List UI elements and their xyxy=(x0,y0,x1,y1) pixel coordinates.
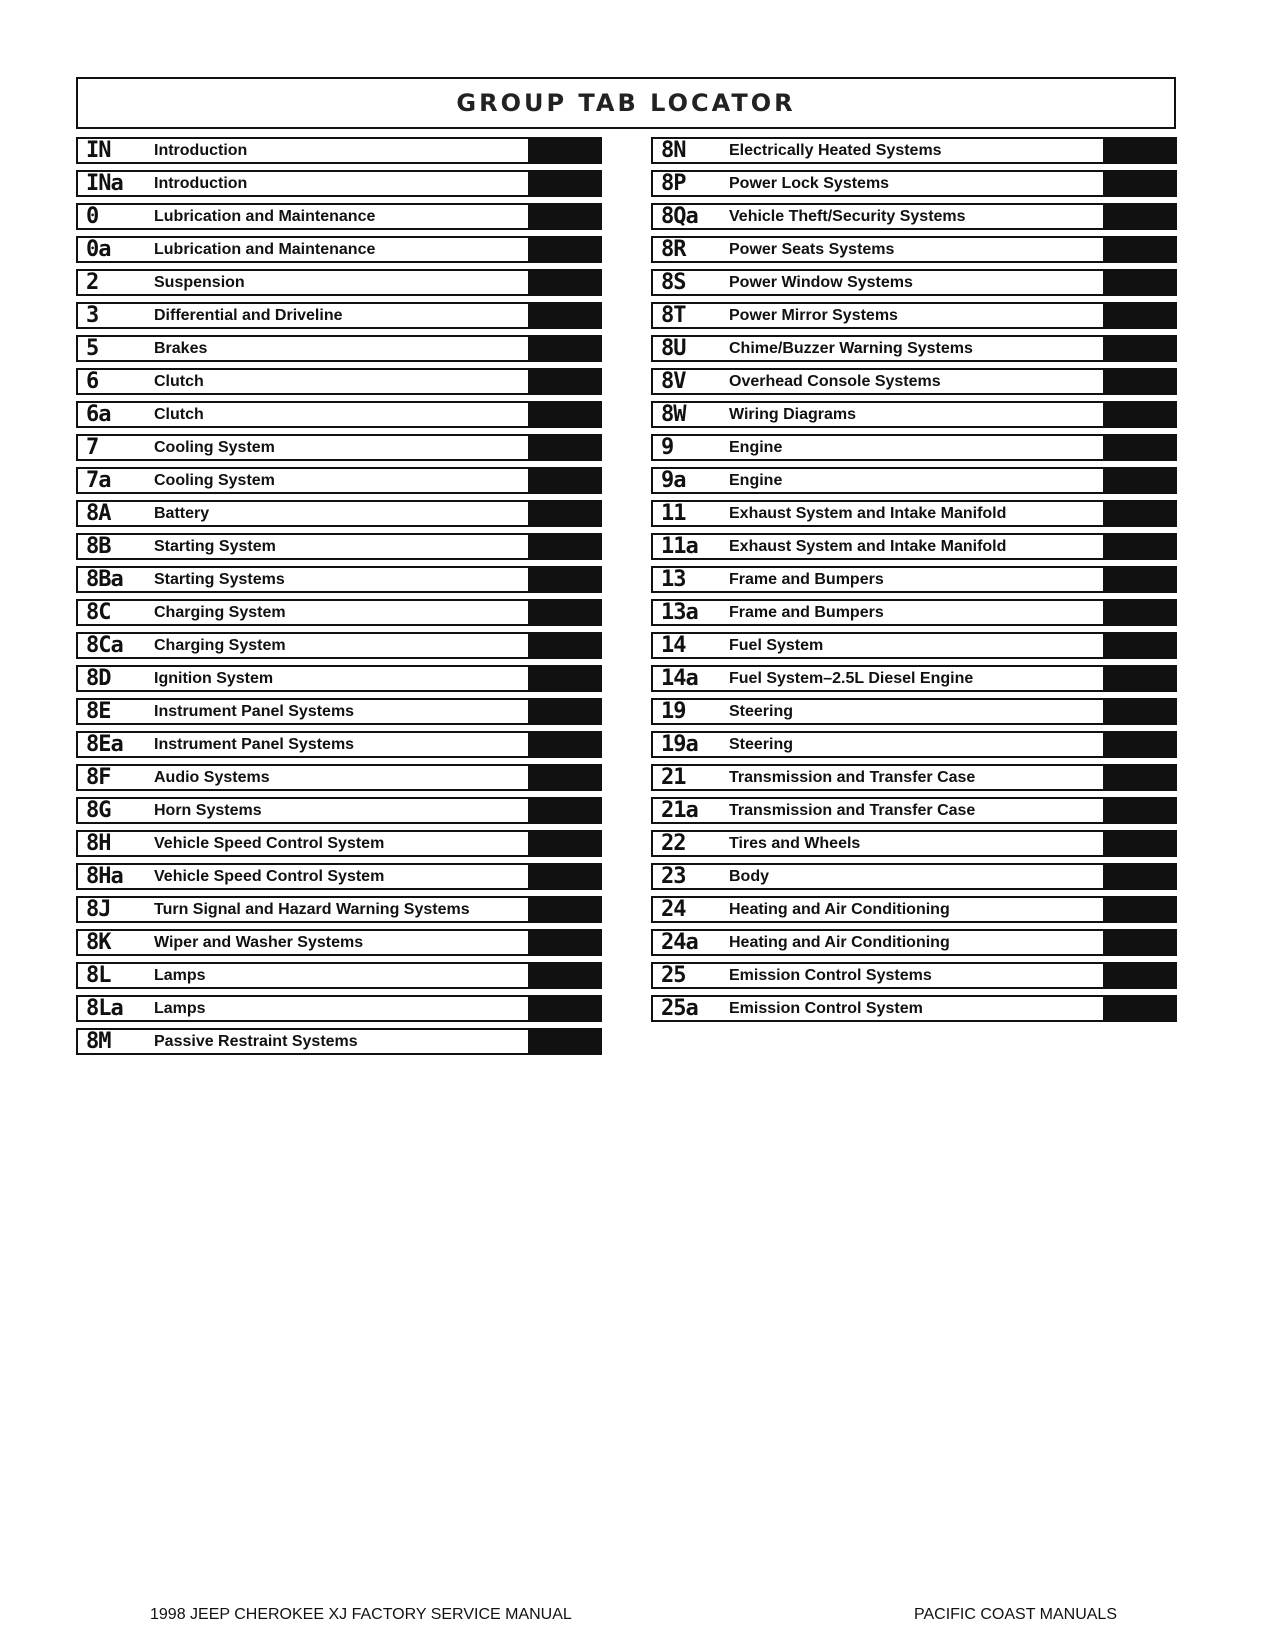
group-code: 2 xyxy=(86,270,99,295)
group-tab-row[interactable] xyxy=(651,995,1177,1022)
group-code: 11 xyxy=(661,501,686,526)
group-tab-row[interactable] xyxy=(76,929,602,956)
group-label: Cooling System xyxy=(154,438,275,456)
group-tab-row[interactable] xyxy=(651,170,1177,197)
black-tab-marker[interactable] xyxy=(1103,566,1177,593)
group-label: Charging System xyxy=(154,603,286,621)
black-tab-marker[interactable] xyxy=(528,566,602,593)
footer-left-text: 1998 JEEP CHEROKEE XJ FACTORY SERVICE MANUAL xyxy=(150,1606,572,1623)
group-label: Engine xyxy=(729,471,783,489)
group-tab-row[interactable] xyxy=(76,896,602,923)
group-tab-row[interactable] xyxy=(76,434,602,461)
black-tab-marker[interactable] xyxy=(528,995,602,1022)
group-tab-row[interactable] xyxy=(651,500,1177,527)
group-tab-row[interactable] xyxy=(76,401,602,428)
title-box xyxy=(76,77,1176,129)
group-tab-row[interactable] xyxy=(76,764,602,791)
group-label: Transmission and Transfer Case xyxy=(729,768,976,786)
black-tab-marker[interactable] xyxy=(528,797,602,824)
black-tab-marker[interactable] xyxy=(528,1028,602,1055)
black-tab-marker[interactable] xyxy=(1103,863,1177,890)
group-tab-row[interactable] xyxy=(651,566,1177,593)
group-code: 19a xyxy=(661,732,698,757)
group-code: 8W xyxy=(661,402,686,427)
black-tab-marker[interactable] xyxy=(528,665,602,692)
group-tab-row[interactable] xyxy=(76,1028,602,1055)
group-code: 8G xyxy=(86,798,111,823)
group-code: 25a xyxy=(661,996,698,1021)
black-tab-marker[interactable] xyxy=(1103,434,1177,461)
black-tab-marker[interactable] xyxy=(528,599,602,626)
group-tab-row[interactable] xyxy=(651,269,1177,296)
group-code: 24 xyxy=(661,897,686,922)
group-tab-row[interactable] xyxy=(76,995,602,1022)
group-tab-row[interactable] xyxy=(76,566,602,593)
group-label: Fuel System xyxy=(729,636,824,654)
group-label: Exhaust System and Intake Manifold xyxy=(729,504,1007,522)
group-code: 14a xyxy=(661,666,698,691)
black-tab-marker[interactable] xyxy=(1103,665,1177,692)
black-tab-marker[interactable] xyxy=(528,302,602,329)
group-tab-row[interactable] xyxy=(651,830,1177,857)
group-label: Turn Signal and Hazard Warning Systems xyxy=(154,900,470,918)
black-tab-marker[interactable] xyxy=(528,863,602,890)
group-label: Horn Systems xyxy=(154,801,262,819)
group-tab-row[interactable] xyxy=(76,335,602,362)
group-code: 11a xyxy=(661,534,698,559)
group-label: Frame and Bumpers xyxy=(729,570,884,588)
group-label: Heating and Air Conditioning xyxy=(729,900,950,918)
group-label: Starting System xyxy=(154,537,276,555)
black-tab-marker[interactable] xyxy=(1103,500,1177,527)
group-label: Introduction xyxy=(154,141,248,159)
black-tab-marker[interactable] xyxy=(528,269,602,296)
black-tab-marker[interactable] xyxy=(1103,401,1177,428)
group-tab-row[interactable] xyxy=(651,533,1177,560)
group-tab-row[interactable] xyxy=(651,764,1177,791)
group-label: Electrically Heated Systems xyxy=(729,141,942,159)
group-label: Starting Systems xyxy=(154,570,285,588)
black-tab-marker[interactable] xyxy=(528,236,602,263)
group-label: Emission Control System xyxy=(729,999,923,1017)
group-code: 8B xyxy=(86,534,111,559)
black-tab-marker[interactable] xyxy=(1103,896,1177,923)
group-label: Body xyxy=(729,867,769,885)
group-code: 8P xyxy=(661,171,686,196)
group-code: 8Qa xyxy=(661,204,698,229)
group-tab-row[interactable] xyxy=(76,302,602,329)
group-tab-row[interactable] xyxy=(76,830,602,857)
black-tab-marker[interactable] xyxy=(1103,335,1177,362)
group-code: 13 xyxy=(661,567,686,592)
group-tab-row[interactable] xyxy=(651,797,1177,824)
group-code: 8Ba xyxy=(86,567,123,592)
group-code: 8Ea xyxy=(86,732,123,757)
group-tab-row[interactable] xyxy=(651,632,1177,659)
group-label: Brakes xyxy=(154,339,208,357)
group-label: Wiring Diagrams xyxy=(729,405,856,423)
black-tab-marker[interactable] xyxy=(1103,995,1177,1022)
group-tab-row[interactable] xyxy=(76,269,602,296)
group-label: Power Mirror Systems xyxy=(729,306,898,324)
group-label: Vehicle Speed Control System xyxy=(154,867,385,885)
group-label: Wiper and Washer Systems xyxy=(154,933,364,951)
group-code: 7 xyxy=(86,435,99,460)
group-tab-row[interactable] xyxy=(651,335,1177,362)
black-tab-marker[interactable] xyxy=(1103,302,1177,329)
black-tab-marker[interactable] xyxy=(528,962,602,989)
group-code: 0 xyxy=(86,204,99,229)
group-code: 8J xyxy=(86,897,111,922)
group-label: Lubrication and Maintenance xyxy=(154,207,376,225)
group-label: Lamps xyxy=(154,999,206,1017)
group-code: 8M xyxy=(86,1029,111,1054)
group-label: Steering xyxy=(729,702,794,720)
group-tab-row[interactable] xyxy=(651,203,1177,230)
group-code: 8La xyxy=(86,996,123,1021)
black-tab-marker[interactable] xyxy=(1103,929,1177,956)
group-label: Lubrication and Maintenance xyxy=(154,240,376,258)
group-tab-row[interactable] xyxy=(651,401,1177,428)
black-tab-marker[interactable] xyxy=(1103,698,1177,725)
group-code: 8V xyxy=(661,369,686,394)
group-tab-row[interactable] xyxy=(76,203,602,230)
group-code: 6 xyxy=(86,369,99,394)
group-label: Instrument Panel Systems xyxy=(154,735,355,753)
group-code: 13a xyxy=(661,600,698,625)
group-code: 5 xyxy=(86,336,99,361)
black-tab-marker[interactable] xyxy=(528,368,602,395)
black-tab-marker[interactable] xyxy=(1103,170,1177,197)
black-tab-marker[interactable] xyxy=(1103,533,1177,560)
group-tab-row[interactable] xyxy=(651,467,1177,494)
group-label: Battery xyxy=(154,504,210,522)
black-tab-marker[interactable] xyxy=(1103,467,1177,494)
group-label: Vehicle Speed Control System xyxy=(154,834,385,852)
black-tab-marker[interactable] xyxy=(1103,203,1177,230)
group-label: Charging System xyxy=(154,636,286,654)
group-tab-row[interactable] xyxy=(651,665,1177,692)
black-tab-marker[interactable] xyxy=(528,137,602,164)
group-tab-row[interactable] xyxy=(651,962,1177,989)
group-label: Audio Systems xyxy=(154,768,270,786)
group-code: 8T xyxy=(661,303,686,328)
group-tab-row[interactable] xyxy=(76,137,602,164)
group-label: Power Lock Systems xyxy=(729,174,890,192)
group-tab-row[interactable] xyxy=(76,665,602,692)
black-tab-marker[interactable] xyxy=(1103,632,1177,659)
group-label: Emission Control Systems xyxy=(729,966,932,984)
black-tab-marker[interactable] xyxy=(528,401,602,428)
group-code: 9a xyxy=(661,468,686,493)
group-tab-row[interactable] xyxy=(76,797,602,824)
group-label: Clutch xyxy=(154,405,204,423)
black-tab-marker[interactable] xyxy=(1103,731,1177,758)
black-tab-marker[interactable] xyxy=(528,632,602,659)
group-tab-row[interactable] xyxy=(76,533,602,560)
group-code: 0a xyxy=(86,237,111,262)
black-tab-marker[interactable] xyxy=(1103,797,1177,824)
group-code: 8D xyxy=(86,666,111,691)
black-tab-marker[interactable] xyxy=(528,731,602,758)
group-tab-row[interactable] xyxy=(651,698,1177,725)
group-code: IN xyxy=(86,138,111,163)
group-code: 22 xyxy=(661,831,686,856)
group-label: Power Window Systems xyxy=(729,273,913,291)
group-code: 8H xyxy=(86,831,111,856)
group-tab-row[interactable] xyxy=(76,500,602,527)
group-code: 8F xyxy=(86,765,111,790)
group-code: 8S xyxy=(661,270,686,295)
group-tab-row[interactable] xyxy=(651,137,1177,164)
group-tab-row[interactable] xyxy=(651,368,1177,395)
group-tab-row[interactable] xyxy=(651,434,1177,461)
group-label: Introduction xyxy=(154,174,248,192)
black-tab-marker[interactable] xyxy=(1103,962,1177,989)
black-tab-marker[interactable] xyxy=(528,335,602,362)
group-code: 8E xyxy=(86,699,111,724)
group-tab-row[interactable] xyxy=(651,863,1177,890)
group-label: Suspension xyxy=(154,273,245,291)
group-tab-row[interactable] xyxy=(651,302,1177,329)
group-tab-row[interactable] xyxy=(76,236,602,263)
group-tab-row[interactable] xyxy=(651,929,1177,956)
black-tab-marker[interactable] xyxy=(1103,599,1177,626)
group-code: 8Ha xyxy=(86,864,123,889)
group-label: Steering xyxy=(729,735,794,753)
group-label: Frame and Bumpers xyxy=(729,603,884,621)
group-label: Chime/Buzzer Warning Systems xyxy=(729,339,973,357)
group-tab-row[interactable] xyxy=(651,896,1177,923)
group-code: 21a xyxy=(661,798,698,823)
footer-right-text: PACIFIC COAST MANUALS xyxy=(914,1606,1117,1623)
group-label: Overhead Console Systems xyxy=(729,372,941,390)
group-label: Power Seats Systems xyxy=(729,240,895,258)
black-tab-marker[interactable] xyxy=(528,929,602,956)
black-tab-marker[interactable] xyxy=(1103,764,1177,791)
group-code: 24a xyxy=(661,930,698,955)
black-tab-marker[interactable] xyxy=(1103,236,1177,263)
group-tab-row[interactable] xyxy=(76,170,602,197)
black-tab-marker[interactable] xyxy=(528,830,602,857)
group-label: Differential and Driveline xyxy=(154,306,343,324)
group-tab-row[interactable] xyxy=(76,698,602,725)
black-tab-marker[interactable] xyxy=(1103,137,1177,164)
group-code: 23 xyxy=(661,864,686,889)
group-label: Exhaust System and Intake Manifold xyxy=(729,537,1007,555)
group-tab-row[interactable] xyxy=(651,236,1177,263)
group-label: Lamps xyxy=(154,966,206,984)
group-tab-row[interactable] xyxy=(76,731,602,758)
page-title: GROUP TAB LOCATOR xyxy=(456,89,796,117)
black-tab-marker[interactable] xyxy=(1103,830,1177,857)
group-code: INa xyxy=(86,171,123,196)
group-code: 8K xyxy=(86,930,111,955)
black-tab-marker[interactable] xyxy=(528,764,602,791)
black-tab-marker[interactable] xyxy=(528,170,602,197)
black-tab-marker[interactable] xyxy=(528,533,602,560)
group-code: 21 xyxy=(661,765,686,790)
group-label: Tires and Wheels xyxy=(729,834,861,852)
group-tab-row[interactable] xyxy=(76,863,602,890)
group-code: 9 xyxy=(661,435,674,460)
group-label: Passive Restraint Systems xyxy=(154,1032,358,1050)
black-tab-marker[interactable] xyxy=(528,698,602,725)
group-label: Engine xyxy=(729,438,783,456)
group-code: 3 xyxy=(86,303,99,328)
group-tab-row[interactable] xyxy=(651,599,1177,626)
group-code: 6a xyxy=(86,402,111,427)
group-code: 19 xyxy=(661,699,686,724)
black-tab-marker[interactable] xyxy=(528,467,602,494)
group-tab-row[interactable] xyxy=(76,368,602,395)
group-tab-row[interactable] xyxy=(76,632,602,659)
group-label: Vehicle Theft/Security Systems xyxy=(729,207,966,225)
group-tab-row[interactable] xyxy=(76,962,602,989)
black-tab-marker[interactable] xyxy=(528,500,602,527)
black-tab-marker[interactable] xyxy=(1103,368,1177,395)
black-tab-marker[interactable] xyxy=(528,434,602,461)
group-code: 8Ca xyxy=(86,633,123,658)
group-label: Cooling System xyxy=(154,471,275,489)
group-label: Heating and Air Conditioning xyxy=(729,933,950,951)
group-code: 8U xyxy=(661,336,686,361)
black-tab-marker[interactable] xyxy=(528,203,602,230)
group-label: Clutch xyxy=(154,372,204,390)
group-code: 8C xyxy=(86,600,111,625)
group-label: Transmission and Transfer Case xyxy=(729,801,976,819)
group-label: Instrument Panel Systems xyxy=(154,702,355,720)
group-code: 8R xyxy=(661,237,686,262)
group-code: 14 xyxy=(661,633,686,658)
black-tab-marker[interactable] xyxy=(528,896,602,923)
group-tab-row[interactable] xyxy=(76,467,602,494)
group-code: 8A xyxy=(86,501,111,526)
group-label: Fuel System–2.5L Diesel Engine xyxy=(729,669,974,687)
group-code: 8N xyxy=(661,138,686,163)
group-code: 7a xyxy=(86,468,111,493)
right-tab-column xyxy=(651,137,1177,1028)
black-tab-marker[interactable] xyxy=(1103,269,1177,296)
group-code: 8L xyxy=(86,963,111,988)
group-code: 25 xyxy=(661,963,686,988)
left-tab-column xyxy=(76,137,602,1061)
group-label: Ignition System xyxy=(154,669,274,687)
group-tab-row[interactable] xyxy=(651,731,1177,758)
group-tab-row[interactable] xyxy=(76,599,602,626)
